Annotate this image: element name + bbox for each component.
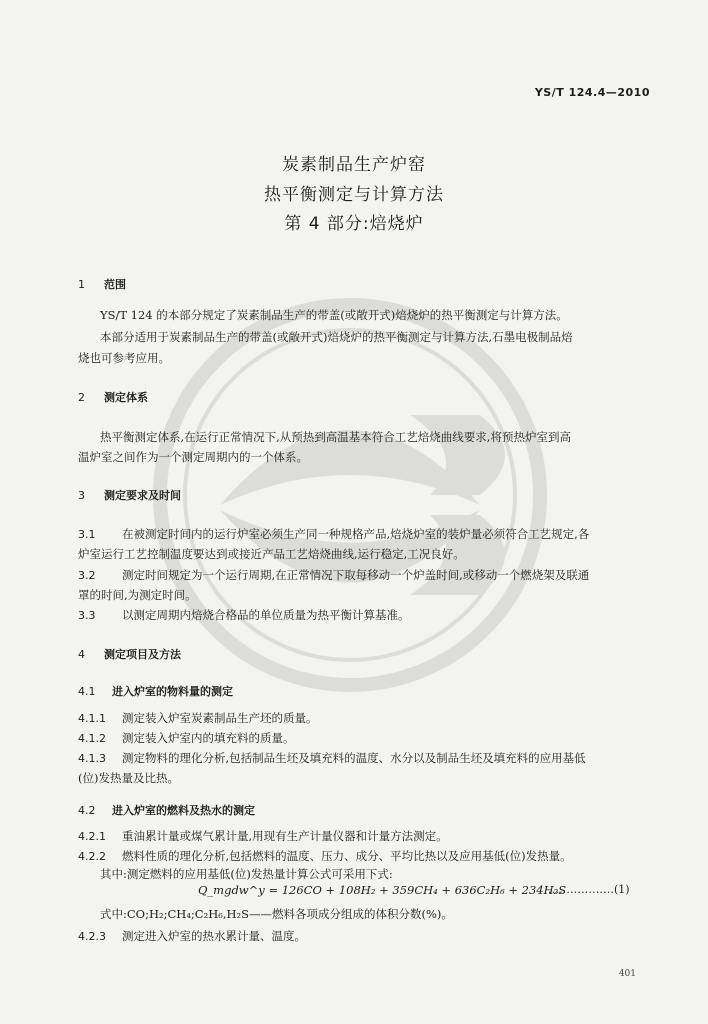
clause-text: 重油累计量或煤气累计量,用现有生产计量仪器和计量方法测定。 [122,829,448,843]
section-title: 范围 [104,278,126,291]
clause-4-2-3 [78,926,653,947]
paragraph-continuation: 烧也可参考应用。 [78,351,170,365]
clause-number: 4.1.3 [78,752,106,765]
standard-code: YS/T 124.4—2010 [534,86,650,99]
section-number: 2 [78,391,85,404]
clause-number: 3.2 [78,569,96,582]
clause-4-1-3 [78,748,653,769]
title-line-1: 炭素制品生产炉窑 [282,155,426,175]
clause-4-1-2 [78,728,653,749]
section-4-heading [78,646,181,662]
section-number: 4 [78,648,85,661]
section-1-heading [78,276,126,292]
clause-text: 测定物料的理化分析,包括制品生坯及填充料的温度、水分以及制品生坯及填充料的应用基低 [122,751,586,765]
title-line-3: 第 4 部分:焙烧炉 [284,214,424,234]
clause-number: 4.1.1 [78,712,106,725]
paragraph: 本部分适用于炭素制品生产的带盖(或敞开式)焙烧炉的热平衡测定与计算方法,石墨电极制品焙 [100,330,573,344]
clause-text: 燃料性质的理化分析,包括燃料的温度、压力、成分、平均比热以及应用基低(位)发热量。 [122,849,572,863]
clause-text: 测定进入炉室的热水累计量、温度。 [122,929,306,943]
clause-number: 3.1 [78,528,96,541]
clause-continuation: (位)发热量及比热。 [78,771,179,785]
clause-number: 4.2.3 [78,930,106,943]
section-title: 测定要求及时间 [104,489,181,502]
paragraph: 热平衡测定体系,在运行正常情况下,从预热到高温基本符合工艺焙烧曲线要求,将预热炉室到高 [100,430,571,444]
section-title: 测定体系 [104,391,148,404]
clause-text: 在被测定时间内的运行炉室必须生产同一种规格产品,焙烧炉室的装炉量必须符合工艺规定,各 [122,527,590,541]
section-2-heading [78,389,148,405]
clause-3-2 [78,565,653,586]
subsection-4-2-heading [78,802,255,818]
formula-intro: 其中:测定燃料的应用基低(位)发热量计算公式可采用下式: [100,867,393,881]
clause-number: 3.3 [78,609,96,622]
page-number: 401 [618,969,636,979]
title-line-2: 热平衡测定与计算方法 [264,185,444,205]
section-title: 测定项目及方法 [104,648,181,661]
clause-number: 4.2.2 [78,850,106,863]
heat-value-formula: Q_mgdw^y = 126CO + 108H₂ + 359CH₄ + 636C₂H₆ + 234H₂S [198,883,567,897]
formula-note: 式中:CO;H₂;CH₄;C₂H₆,H₂S——燃料各项成分组成的体积分数(%)。 [100,907,453,921]
clause-4-2-1 [78,826,653,847]
subsection-number: 4.2 [78,804,96,817]
clause-text: 测定装入炉室内的填充料的质量。 [122,731,295,745]
clause-4-1-1 [78,708,653,729]
paragraph-continuation: 温炉室之间作为一个测定周期内的一个体系。 [78,450,308,464]
clause-text: 以测定周期内焙烧合格品的单位质量为热平衡计算基准。 [122,608,410,622]
clause-number: 4.1.2 [78,732,106,745]
section-number: 1 [78,278,85,291]
subsection-title: 进入炉室的物料量的测定 [112,685,233,698]
subsection-4-1-heading [78,683,233,699]
clause-text: 测定装入炉室炭素制品生产坯的质量。 [122,711,318,725]
clause-continuation: 罩的时间,为测定时间。 [78,588,197,602]
clause-number: 4.2.1 [78,830,106,843]
clause-continuation: 炉室运行工艺控制温度要达到或接近产品工艺焙烧曲线,运行稳定,工况良好。 [78,547,465,561]
subsection-title: 进入炉室的燃料及热水的测定 [112,804,255,817]
clause-text: 测定时间规定为一个运行周期,在正常情况下取每移动一个炉盖时间,或移动一个燃烧架及联通 [122,568,590,582]
subsection-number: 4.1 [78,685,96,698]
clause-3-1 [78,524,653,545]
clause-3-3 [78,605,653,626]
equation-number: ………………(1) [548,883,630,896]
section-3-heading [78,487,181,503]
paragraph: YS/T 124 的本部分规定了炭素制品生产的带盖(或敞开式)焙烧炉的热平衡测定与计算方法。 [100,308,568,322]
section-number: 3 [78,489,85,502]
